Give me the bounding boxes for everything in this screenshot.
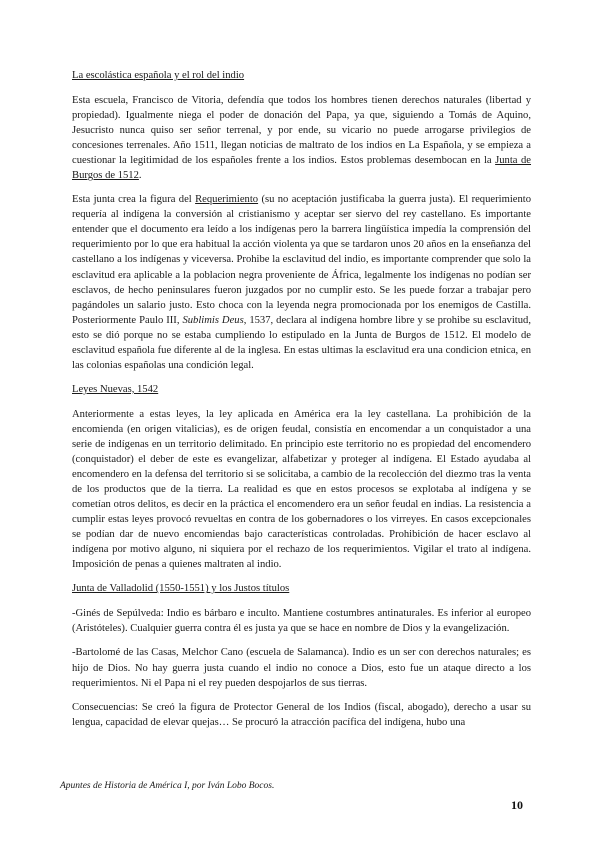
section-heading-escolastica: La escolástica española y el rol del indio — [72, 70, 245, 81]
paragraph-sepulveda: -Ginés de Sepúlveda: Indio es bárbaro e inculto. Mantiene costumbres antinaturales. Es inferior al europeo (Aristóteles). Cualquier guerra contra él es justa ya que se hace en nombre de Dios y la evangelización. — [72, 608, 531, 635]
sublimis-deus-title: Sublimis Deus — [182, 314, 244, 326]
junta-burgos-link: Junta de Burgos de 1512 — [72, 155, 532, 182]
paragraph-text: . — [138, 170, 142, 182]
section-heading-valladolid: Junta de Valladolid (1550-1551) y los Justos títulos — [72, 583, 290, 595]
paragraph-consecuencias: Consecuencias: Se creó la figura de Protector General de los Indios (fiscal, abogado), derecho a usar su lengua, capacidad de elevar quejas… Se procuró la atracción pacífica del indígena, hubo una — [72, 701, 531, 728]
requerimiento-term: Requerimiento — [195, 194, 259, 206]
paragraph-text: Esta escuela, Francisco de Vitoria, defendía que todos los hombres tienen derechos naturales (libertad y propiedad). Igualmente niega el poder de donación del Papa, ya que, siguiendo a Tomás de Aquino, Jesucristo nunca quiso ser señor terrenal, y por ende, su vicario no puede arrogarse privilegios de concesiones terrenales. Año 1511, llegan noticias de maltrato de los indios en La Española, y se empieza a cuestionar la legitimidad de los españoles frente a los indios. Estos problemas desembocan en la — [72, 95, 531, 167]
page-number: 10 — [511, 798, 523, 812]
footer-credit: Apuntes de Historia de América I, por Iván Lobo Bocos. — [60, 781, 275, 791]
paragraph-requerimiento — [72, 192, 531, 373]
document-body — [72, 68, 531, 739]
paragraph-las-casas: -Bartolomé de las Casas, Melchor Cano (escuela de Salamanca). Indio es un ser con derechos naturales; es hijo de Dios. No hay guerra justa cuando el indio no conoce a Dios, esto fue un ataque directo a los requerimientos. Ni el Papa ni el rey pueden despojarlos de sus tierras. — [72, 647, 531, 689]
paragraph-text: (su no aceptación justificaba la guerra justa). El requerimiento requería al indígena la conversión al cristianismo y aceptar ser siervo del rey castellano. Es importante entender que el documento era leído a los indígenas pero la barrera lingüística impedía la comprensión del requerimiento por lo que era habitual la acción violenta ya que se tardaron unos 20 años en la enseñanza del castellano a los indígenas y viceversa. Prohibe la esclavitud del indio, es importante comprender que solo la esclavitud era aplicable a la poblacion negra proveniente de África, legalmente los indígenas no podían ser esclavos, de hecho peninsulares fueron juzgados por no cumplir esto. Se les puede forzar a trabajar pero pagándoles un salario justo. Esto choca con la leyenda negra promocionada por los enemigos de Castilla. Posteriormente Paulo III, — [72, 194, 531, 326]
section-heading-leyes-nuevas: Leyes Nuevas, 1542 — [72, 383, 159, 395]
paragraph-text: , 1537, declara al indígena hombre libre y se prohibe su esclavitud, esto se dió porque no se estaba cumpliendo lo estipulado en la Junta de Burgos de 1512. El modelo de esclavitud española fue diferente al de la inglesa. En estas ultimas la esclavitud era una condicion etnica, en las colonias españolas una condición legal. — [72, 314, 531, 371]
paragraph-leyes-nuevas: Anteriormente a estas leyes, la ley aplicada en América era la ley castellana. La prohibición de la encomienda (en origen vitalicias), es de origen feudal, consistía en encomendar a un conquistador a una serie de indígenas en un territorio delimitado. En principio este territorio no es propiedad del encomendero (conquistador) el deber de este es evangelizar, alfabetizar y proteger al indígena. El Estado ayudaba al encomendero en la defensa del territorio si se solicitaba, a cambio de la recolección del diezmo tras la venta de los productos que de la tierra. La realidad es que en estos procesos se explotaba al indígena y se cometían otros delitos, es decir en la práctica el encomendero era un señor feudal en indias. La resistencia a cumplir estas leyes provocó revueltas en contra de los gobernadores o los virreyes. En casos excepcionales se podían dar de nuevo encomiendas bajo características controladas. Prohibición de hacer esclavo al indígena por motivo alguno, ni siquiera por el rechazo de los requerimientos. Vigilar el trato al indígena. Imposición de penas a quienes maltraten al indio. — [72, 408, 531, 571]
paragraph-text: Esta junta crea la figura del — [72, 194, 196, 206]
paragraph-vitoria — [72, 93, 531, 183]
